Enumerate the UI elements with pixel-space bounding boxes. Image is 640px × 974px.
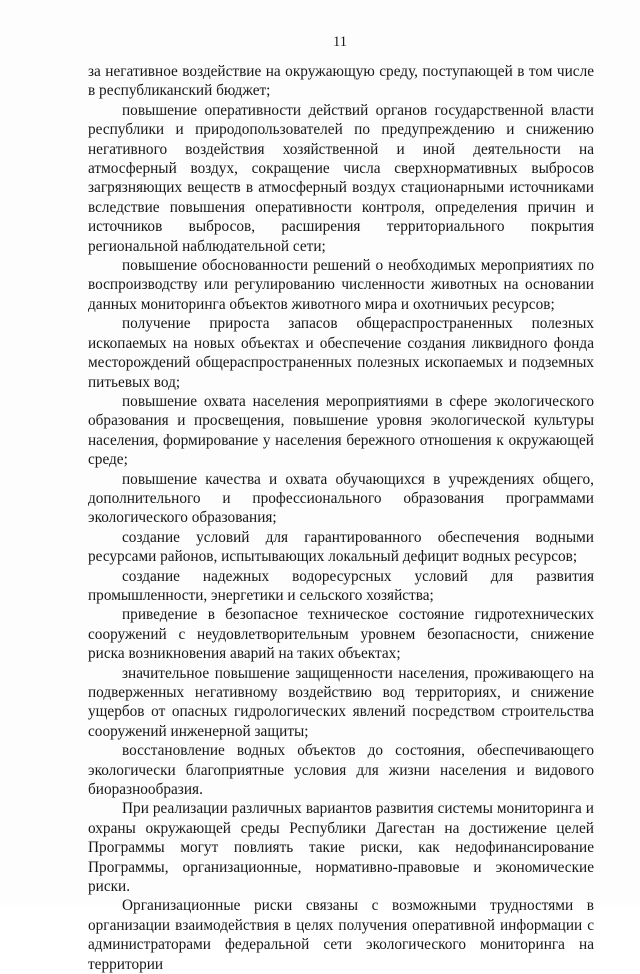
body-text	[88, 62, 594, 974]
paragraph: Организационные риски связаны с возможными трудностями в организации взаимодействия в целях получения оперативной информации с администраторами федеральной сети экологического мониторинга на территории	[88, 897, 594, 973]
paragraph: приведение в безопасное техническое состояние гидротехнических сооружений с неудовлетворительным уровнем безопасности, снижение риска возникновения аварий на таких объектах;	[88, 606, 594, 663]
paragraph: создание надежных водоресурсных условий для развития промышленности, энергетики и сельского хозяйства;	[88, 567, 594, 604]
paragraph: получение прироста запасов общераспространенных полезных ископаемых на новых объектах и обеспечение создания ликвидного фонда месторождений общераспространенных полезных ископаемых и подземных питьевых вод;	[88, 315, 594, 391]
paragraph: повышение качества и охвата обучающихся в учреждениях общего, дополнительного и профессионального образования программами экологического образования;	[88, 470, 594, 527]
paragraph: за негативное воздействие на окружающую среду, поступающей в том числе в республиканский бюджет;	[88, 63, 594, 100]
paragraph: создание условий для гарантированного обеспечения водными ресурсами районов, испытывающих локальный дефицит водных ресурсов;	[88, 528, 594, 566]
paragraph: повышение оперативности действий органов государственной власти республики и природопользователей по предупреждению и снижению негативного воздействия хозяйственной и иной деятельности на атмосферный воздух, сокращение числа сверхнормативных выбросов загрязняющих веществ в атмосферный воздух стационарными источниками вследствие повышения оперативности контроля, определения причин и источников выбросов, расширения территориального покрытия региональной наблюдательной сети;	[88, 101, 594, 255]
page-number: 11	[333, 34, 347, 50]
paragraph: повышение обоснованности решений о необходимых мероприятиях по воспроизводству или регулированию численности животных на основании данных мониторинга объектов животного мира и охотничьих ресурсов;	[88, 257, 594, 313]
paragraph: значительное повышение защищенности населения, проживающего на подверженных негативному воздействию вод территориях, и снижение ущербов от опасных гидрологических явлений посредством строительства сооружений инженерной защиты;	[88, 664, 594, 740]
paragraph: При реализации различных вариантов развития системы мониторинга и охраны окружающей среды Республики Дагестан на достижение целей Программы могут повлиять такие риски, как недофинансирование Программы, организационные, нормативно-правовые и экономические риски.	[88, 800, 594, 896]
paragraph: восстановление водных объектов до состояния, обеспечивающего экологически благоприятные условия для жизни населения и видового биоразнообразия.	[88, 742, 594, 799]
paragraph: повышение охвата населения мероприятиями в сфере экологического образования и просвещения, повышение уровня экологической культуры населения, формирование у населения бережного отношения к окружающей среде;	[88, 392, 594, 469]
